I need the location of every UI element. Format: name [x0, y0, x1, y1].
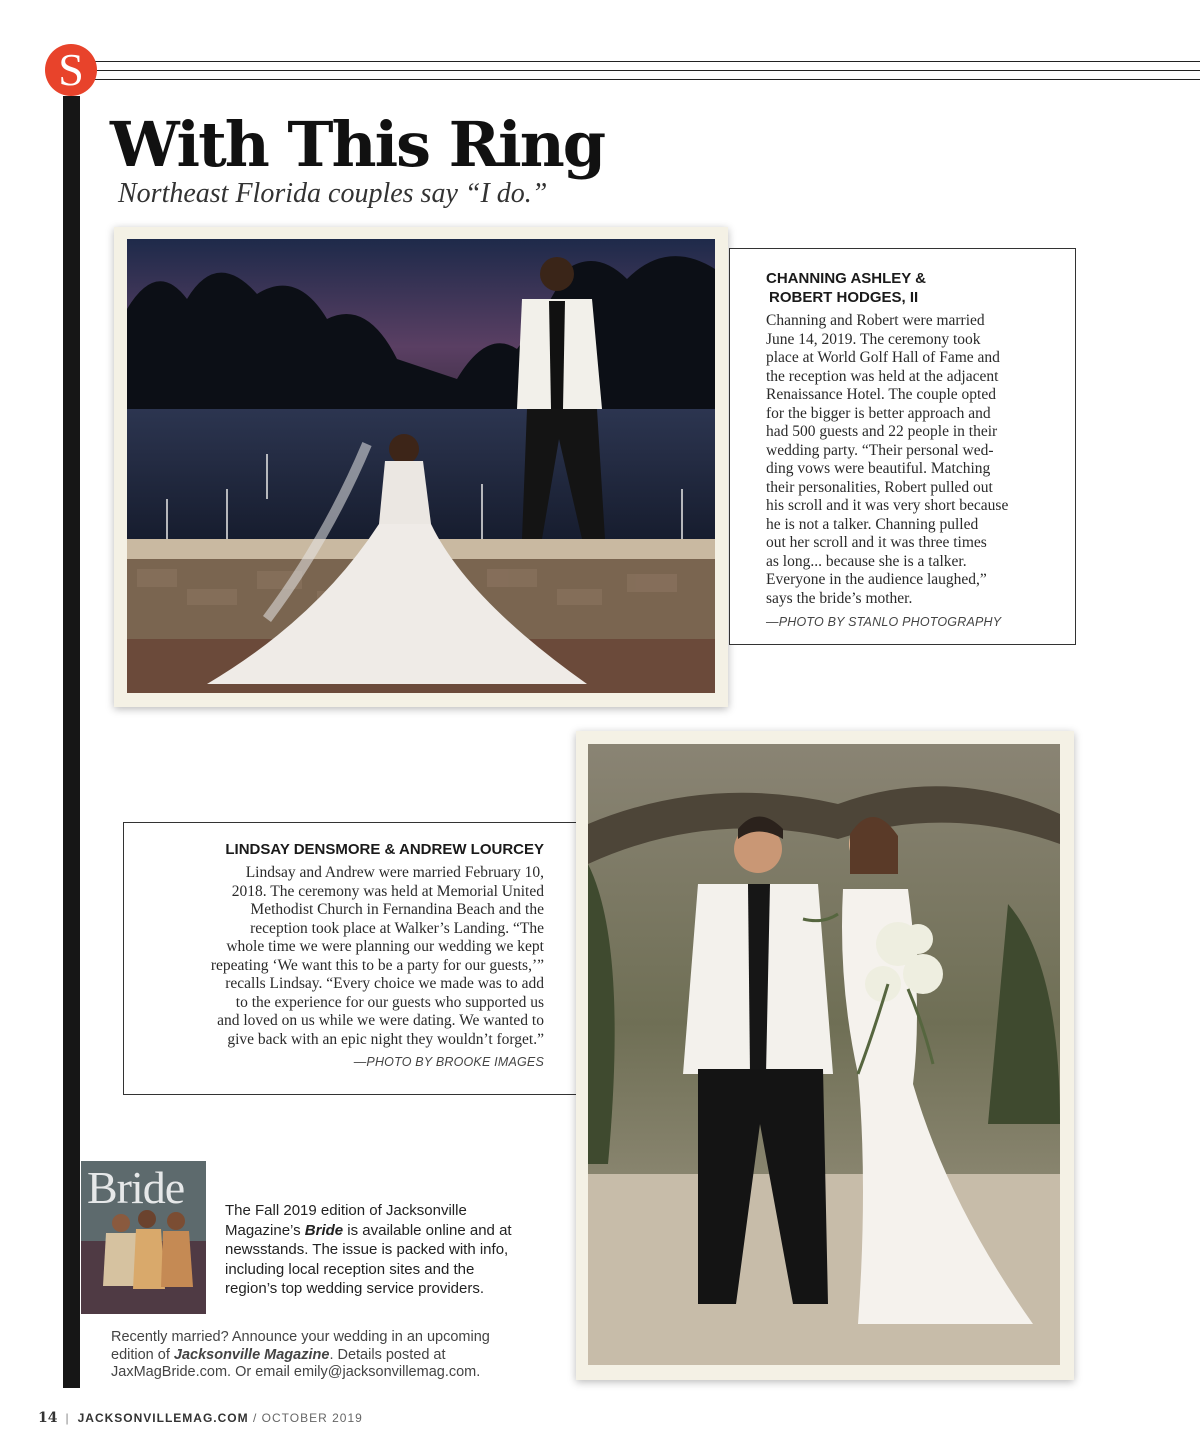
story-line: ding vows were beautiful. Matching — [766, 460, 991, 477]
cover-title: Bride — [87, 1162, 185, 1213]
story-line: reception took place at Walker’s Landing. “The — [250, 919, 544, 937]
announce-text-bold: Jacksonville Magazine — [173, 1346, 330, 1363]
story-line: whole time we were planning our wedding we kept — [226, 938, 544, 955]
header-rule-top — [92, 61, 1200, 62]
footer-site: JACKSONVILLEMAG.COM — [77, 1411, 249, 1425]
story-line: and loved on us while we were dating. We wanted to — [217, 1012, 544, 1029]
couple1-names-line2: ROBERT HODGES, II — [769, 289, 919, 306]
footer-divider: | — [65, 1411, 70, 1425]
photo-frame-couple1 — [114, 227, 728, 707]
story-line: his scroll and it was very short because — [766, 497, 1009, 514]
story-line: Channing and Robert were married — [766, 312, 985, 329]
story-line: as long... because she is a talker. — [766, 552, 967, 570]
announcement-text — [111, 1329, 511, 1382]
story-line: he is not a talker. Channing pulled — [766, 515, 979, 533]
story-line: to the experience for our guests who supported us — [235, 993, 544, 1011]
promo-text-after: is available online and at newsstands. The issue is packed with info, including local reception sites and the region’s top wedding service providers. — [225, 1221, 512, 1297]
story-line: their personalities, Robert pulled out — [766, 478, 993, 496]
couple2-names: LINDSAY DENSMORE & ANDREW LOURCEY — [225, 841, 544, 858]
promo-text-before: The Fall 2019 edition of Jacksonville Magazine’s — [225, 1202, 467, 1239]
couple1-photo — [127, 239, 715, 693]
story-line: Everyone in the audience laughed,” — [766, 571, 987, 588]
announce-text-before: Recently married? Announce your wedding in an upcoming edition of — [111, 1329, 490, 1363]
header-rule-bottom — [92, 79, 1200, 80]
story-line: repeating ‘We want this to be a party for our guests,’” — [210, 956, 544, 974]
couple2-photo — [588, 744, 1060, 1365]
story-line: Methodist Church in Fernandina Beach and the — [250, 901, 544, 918]
story-line: place at World Golf Hall of Fame and — [766, 349, 1000, 366]
couple1-story-box — [729, 248, 1076, 645]
bride-magazine-cover — [81, 1161, 206, 1314]
story-line: wedding party. “Their personal wed- — [766, 441, 994, 459]
page-number: 14 — [38, 1410, 58, 1426]
couple2-photo-credit: —PHOTO BY BROOKE IMAGES — [353, 1055, 544, 1069]
page-title: With This Ring — [110, 108, 605, 181]
bride-promo-text — [225, 1201, 525, 1299]
footer-issue: / OCTOBER 2019 — [252, 1411, 363, 1425]
page-footer — [38, 1410, 363, 1426]
announce-text-after: . Details posted at JaxMagBride.com. Or email emily@jacksonvillemag.com. — [111, 1346, 481, 1380]
story-line: Renaissance Hotel. The couple opted — [766, 386, 996, 403]
couple2-story-box — [123, 822, 577, 1095]
section-badge: S — [45, 44, 97, 96]
story-line: for the bigger is better approach and — [766, 404, 991, 422]
story-line: says the bride’s mother. — [766, 589, 913, 607]
couple1-story — [766, 312, 1066, 608]
story-line: Lindsay and Andrew were married February 10, — [245, 864, 544, 881]
couple2-story — [144, 864, 544, 1049]
story-line: had 500 guests and 22 people in their — [766, 423, 998, 440]
promo-text-bold: Bride — [304, 1221, 344, 1239]
page-subtitle: Northeast Florida couples say “I do.” — [118, 178, 548, 209]
story-line: give back with an epic night they wouldn’t forget.” — [227, 1030, 544, 1048]
left-accent-bar — [63, 96, 80, 1388]
story-line: June 14, 2019. The ceremony took — [766, 330, 981, 348]
couple1-photo-credit: —PHOTO BY STANLO PHOTOGRAPHY — [766, 615, 1002, 629]
photo-frame-couple2 — [576, 731, 1074, 1380]
header-rule-middle — [92, 70, 1200, 71]
story-line: 2018. The ceremony was held at Memorial United — [231, 882, 544, 900]
story-line: recalls Lindsay. “Every choice we made was to add — [225, 975, 544, 992]
story-line: out her scroll and it was three times — [766, 534, 987, 551]
couple1-names-line1: CHANNING ASHLEY & — [766, 270, 927, 287]
story-line: the reception was held at the adjacent — [766, 367, 999, 385]
